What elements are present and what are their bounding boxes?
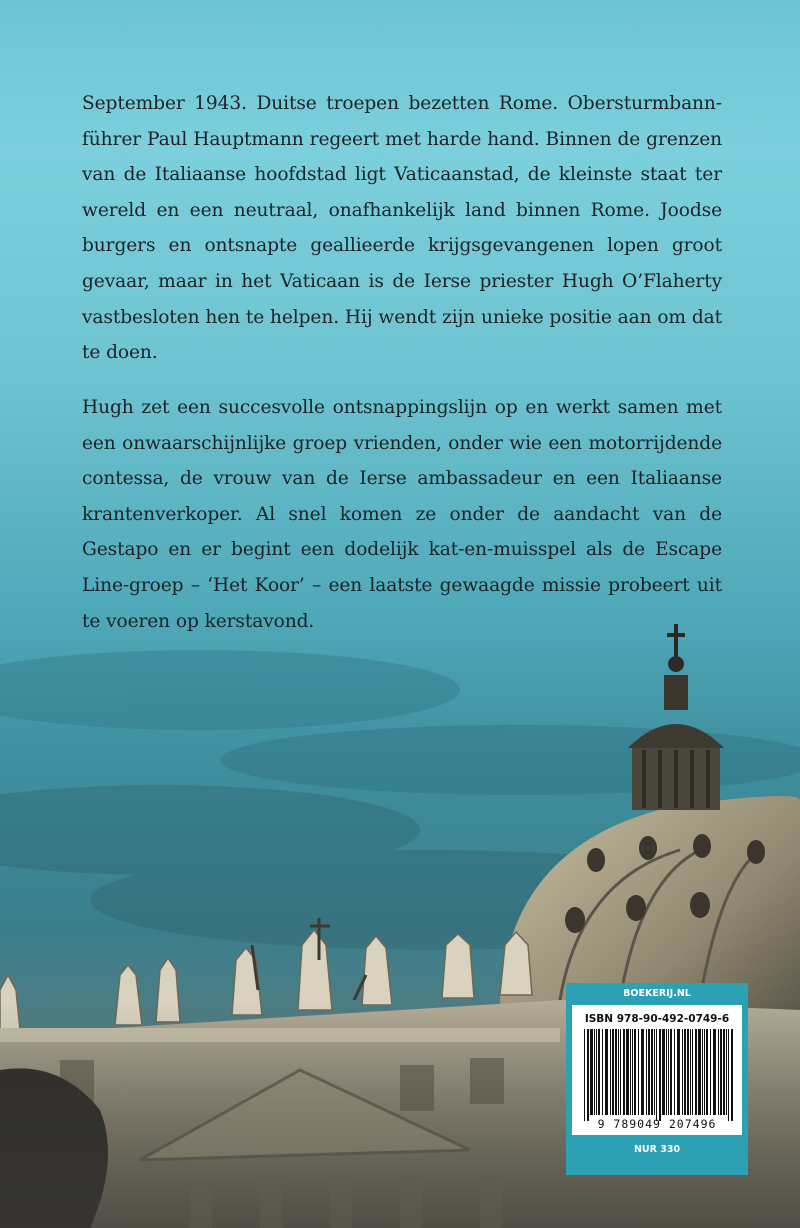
barcode-bar [594, 1029, 595, 1115]
barcode-bar [718, 1029, 719, 1115]
barcode-bar [674, 1029, 675, 1115]
barcode-bar [695, 1029, 697, 1115]
barcode-bar [615, 1029, 617, 1115]
barcode-bar [662, 1029, 665, 1115]
barcode-bar [632, 1029, 633, 1115]
isbn-label: ISBN 978-90-492-0749-6 [584, 1013, 730, 1025]
barcode-bar [723, 1029, 725, 1115]
barcode-bar [677, 1029, 680, 1115]
barcode-bar [623, 1029, 625, 1115]
barcode-bar [659, 1029, 661, 1121]
barcode-bar [656, 1029, 657, 1121]
barcode-bar [698, 1029, 701, 1115]
barcode-bar [596, 1029, 597, 1115]
barcode-area [572, 1005, 742, 1135]
barcode-bar [610, 1029, 611, 1115]
barcode-bar [612, 1029, 614, 1115]
barcode-bar [687, 1029, 689, 1115]
barcode-bar [590, 1029, 593, 1115]
barcode-bar [638, 1029, 639, 1115]
barcode-bar [598, 1029, 600, 1115]
barcode-bar [690, 1029, 691, 1115]
barcode-bar [713, 1029, 716, 1115]
blurb-paragraph-1: September 1943. Duitse troepen bezetten Rome. Obersturmbann-führer Paul Hauptmann regeert met harde hand. Binnen de grenzen van de Italiaanse hoofdstad ligt Vaticaanstad, de kleinste staat ter wereld en een neutraal, onafhankelijk land binnen Rome. Joodse burgers en ontsnapte geallieerde krijgsgevangenen lopen groot gevaar, maar in het Vaticaan is de Ierse priester Hugh O’Flaherty vastbesloten hen te helpen. Hij wendt zijn unieke positie aan om dat te doen. [82, 93, 722, 364]
barcode-bar [720, 1029, 722, 1115]
barcode-bar [587, 1029, 589, 1121]
barcode-digits: 9 789049 207496 [597, 1117, 717, 1131]
barcode-bar [602, 1029, 603, 1115]
barcode-bar [702, 1029, 703, 1115]
barcode-bar [605, 1029, 608, 1115]
barcode-bar [684, 1029, 686, 1115]
barcode-bar [726, 1029, 727, 1115]
publisher-website: BOEKERIJ.NL [623, 988, 691, 999]
nur-code: NUR 330 [633, 1144, 681, 1155]
barcode-bar [641, 1029, 644, 1115]
barcode-bar [692, 1029, 693, 1115]
barcode-panel [566, 983, 748, 1175]
barcode-bar [682, 1029, 683, 1115]
barcode-bar [728, 1029, 729, 1121]
barcode-bar [704, 1029, 705, 1115]
barcode-bar [710, 1029, 711, 1115]
barcode-bar [630, 1029, 631, 1115]
barcode-bar [634, 1029, 636, 1115]
barcode-bars [572, 1005, 742, 1135]
barcode-bar [666, 1029, 667, 1115]
barcode-bar [626, 1029, 629, 1115]
barcode-bar [654, 1029, 655, 1115]
barcode-bar [646, 1029, 647, 1115]
barcode-bar [620, 1029, 621, 1115]
barcode-bar [706, 1029, 708, 1115]
barcode-bar [670, 1029, 672, 1115]
barcode-bar [731, 1029, 733, 1121]
barcode-bar [618, 1029, 619, 1115]
barcode-bar [648, 1029, 650, 1115]
barcode-bar [584, 1029, 585, 1121]
barcode-bar [668, 1029, 669, 1115]
blurb-paragraph-2: Hugh zet een succesvolle ontsnappingslijn op en werkt samen met een onwaarschijnlijke groep vrienden, onder wie een motorrijdende contessa, de vrouw van de Ierse ambassadeur en een Italiaanse krantenverkoper. Al snel komen ze onder de aandacht van de Gestapo en er begint een dodelijk kat-en-muisspel als de Escape Line-groep – ‘Het Koor’ – een laatste gewaagde missie probeert uit te voeren op kerstavond. [82, 397, 722, 632]
barcode-bar [651, 1029, 653, 1115]
